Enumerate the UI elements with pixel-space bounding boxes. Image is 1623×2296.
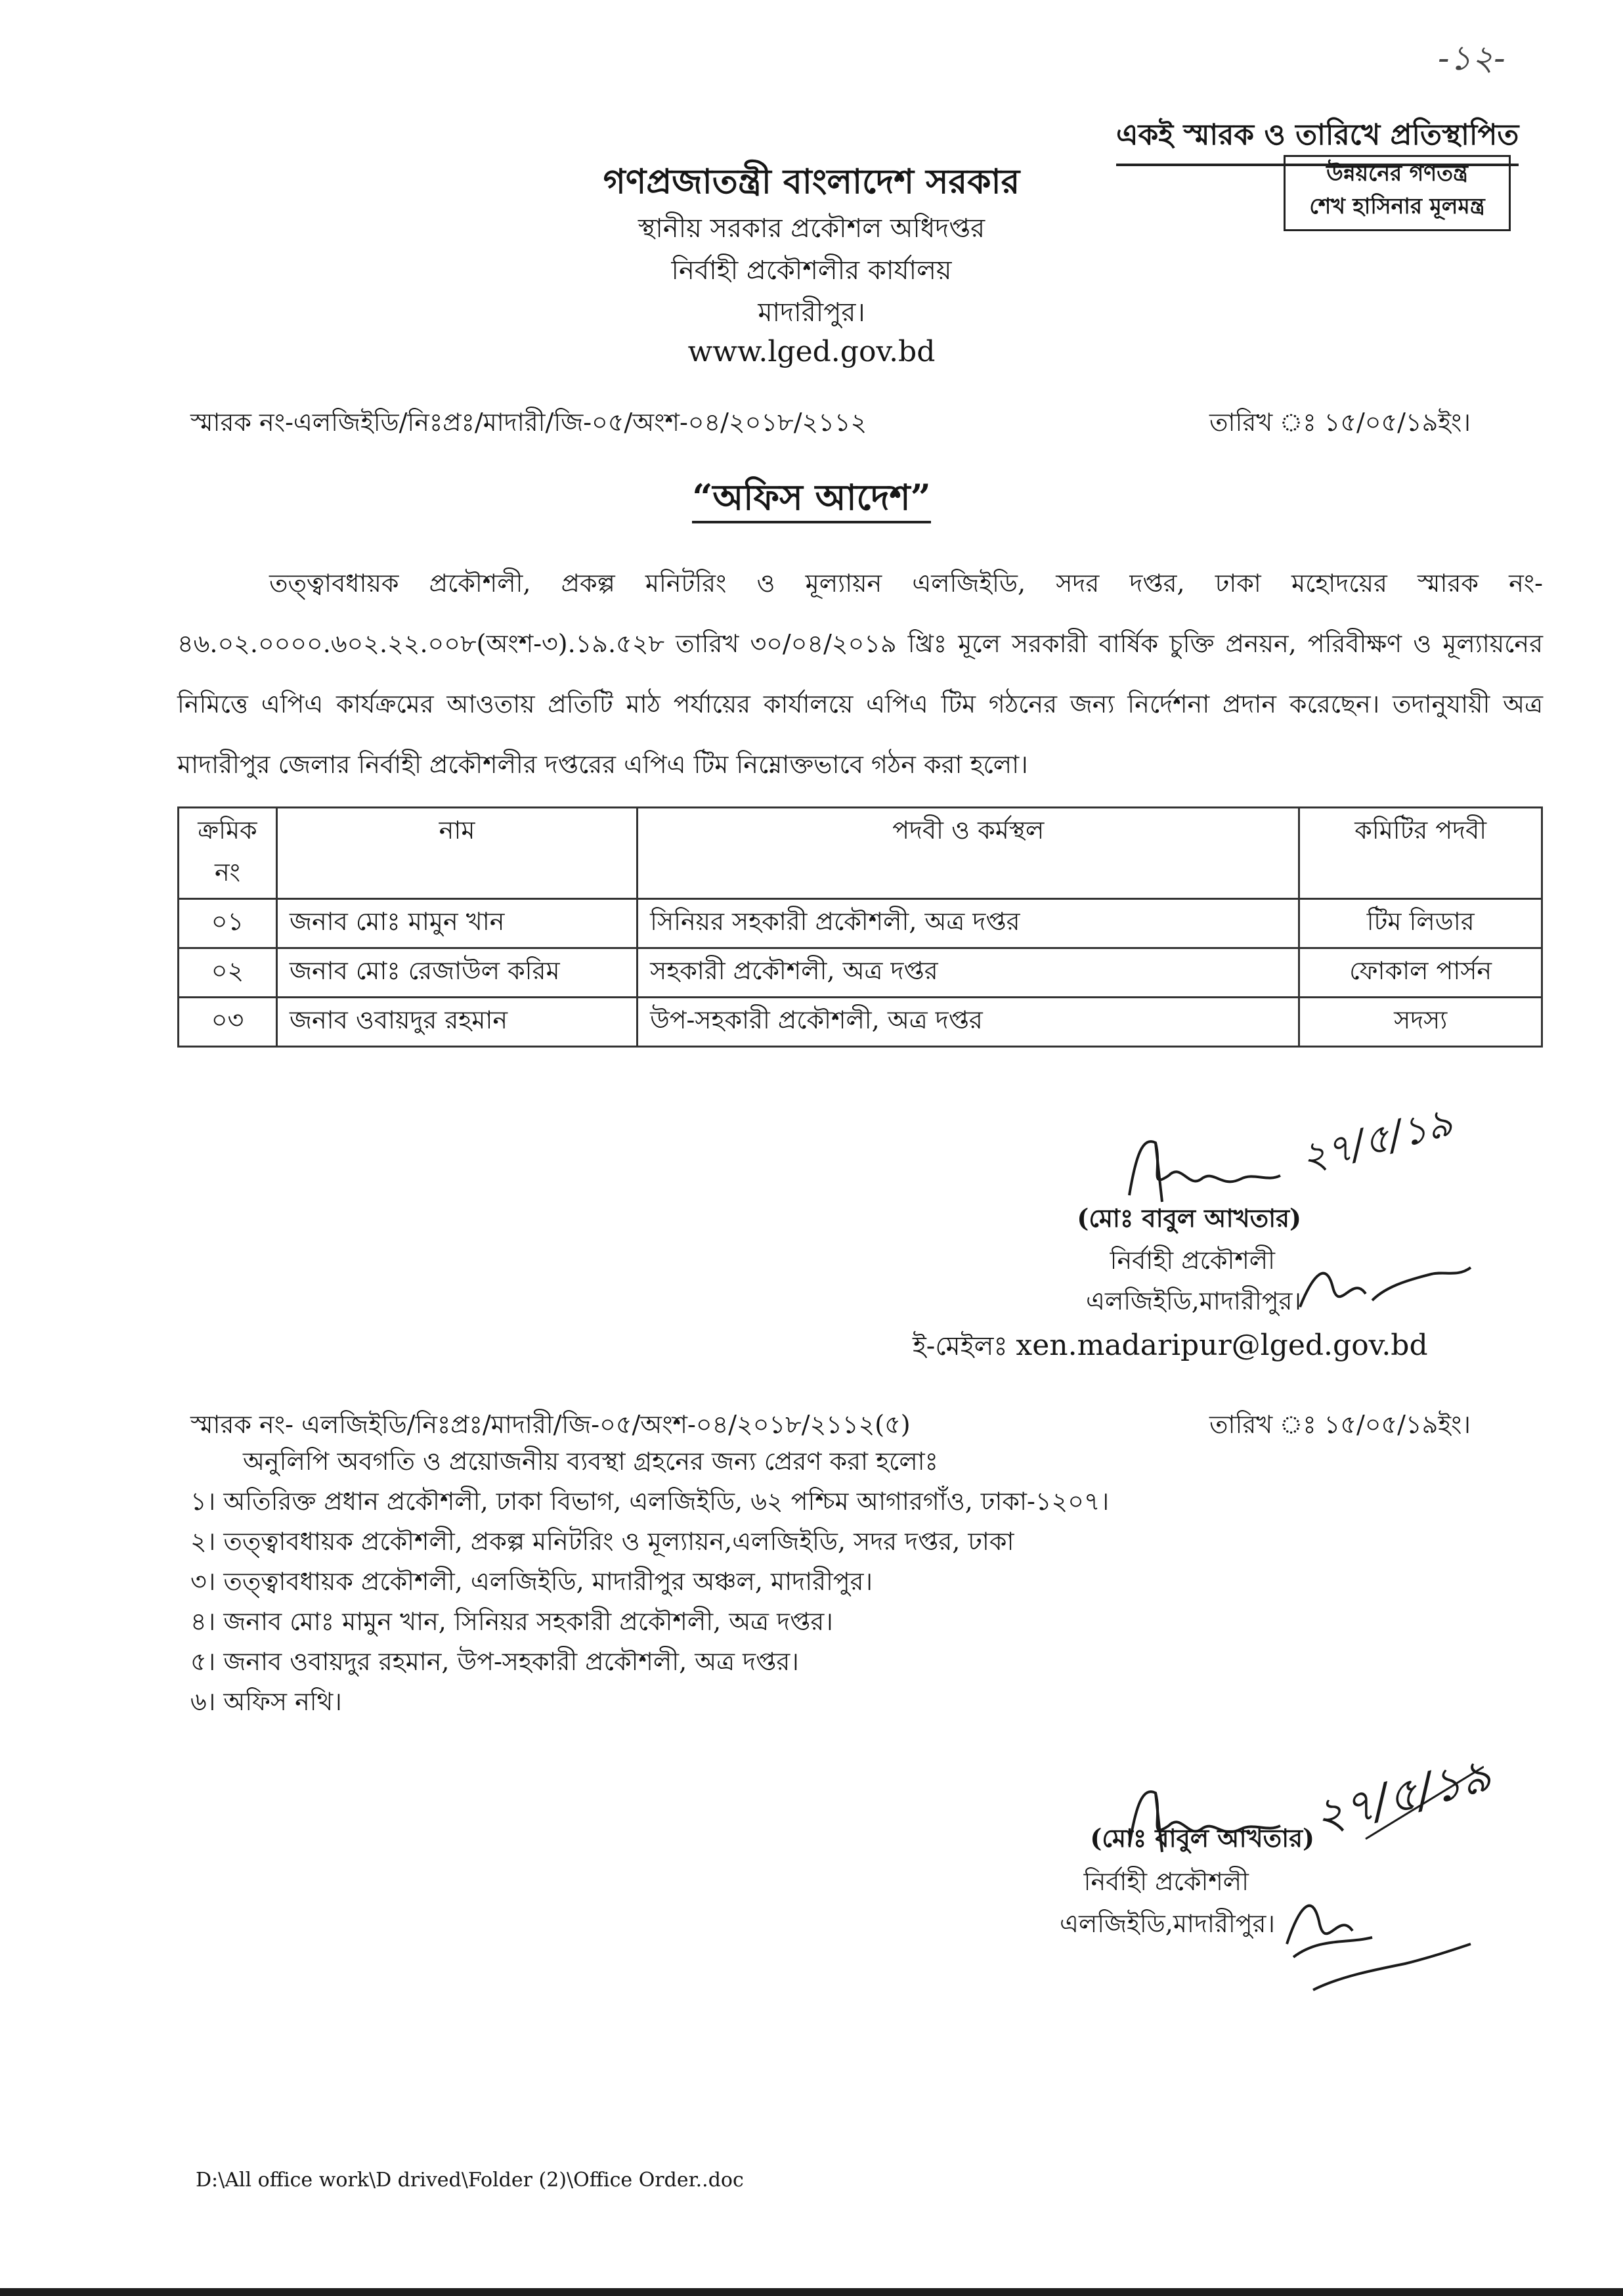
government-title: গণপ্রজাতন্ত্রী বাংলাদেশ সরকার (603, 162, 1020, 202)
row-serial: ০১ (179, 899, 277, 948)
row-serial: ০৩ (179, 998, 277, 1047)
body-paragraph: তত্ত্বাবধায়ক প্রকৌশলী, প্রকল্প মনিটরিং ও মূল্যায়ন এলজিইডি, সদর দপ্তর, ঢাকা মহোদয়ের স্মারক নং- ৪৬.০২.০০০০.৬০২.২২.০০৮(অংশ-৩).১৯.৫২৮ তারিখ ৩০/০৪/২০১৯ খ্রিঃ মূলে সরকারী বার্ষিক চুক্তি প্রনয়ন, পরিবীক্ষণ ও মূল্যায়নের নিমিত্তে এপিএ কার্যক্রমের আওতায় প্রতিটি মাঠ পর্যায়ের কার্যালয়ে এপিএ টিম গঠনের জন্য নির্দেশনা প্রদান করেছেন। তদানুযায়ী অত্র মাদারীপুর জেলার নির্বাহী প্রকৌশলীর দপ্তরের এপিএ টিম নিম্নোক্তভাবে গঠন করা হলো। (177, 569, 1543, 779)
row-name: জনাব মোঃ মামুন খান (276, 899, 637, 948)
department-name: স্থানীয় সরকার প্রকৌশল অধিদপ্তর (638, 213, 985, 244)
signatory-name-2: (মোঃ বাবুল আখতার) (1090, 1823, 1314, 1853)
list-item: ৪। জনাব মোঃ মামুন খান, সিনিয়র সহকারী প্রকৌশলী, অত্র দপ্তর। (190, 1607, 833, 1636)
team-table (177, 806, 1543, 1048)
handwritten-date-2: ২৭/৫/১৯ (1309, 1748, 1497, 1844)
row-designation: উপ-সহকারী প্রকৌশলী, অত্র দপ্তর (638, 998, 1299, 1047)
row-name: জনাব মোঃ রেজাউল করিম (276, 948, 637, 998)
list-item: ৬। অফিস নথি। (190, 1687, 342, 1716)
copy-recipients-list (190, 1482, 1109, 1722)
initial-scribble-1 (1287, 1248, 1484, 1333)
copy-memo-date: তারিখ ঃ ১৫/০৫/১৯ইং। (1209, 1410, 1471, 1439)
row-name: জনাব ওবায়দুর রহমান (276, 998, 637, 1047)
order-title-wrap (0, 470, 1623, 529)
header-serial (179, 808, 277, 899)
email-line-1 (913, 1325, 1428, 1369)
office-location: মাদারীপুর। (758, 298, 865, 328)
list-item: ৩। তত্ত্বাবধায়ক প্রকৌশলী, এলজিইডি, মাদারীপুর অঞ্চল, মাদারীপুর। (190, 1567, 873, 1596)
signatory-name-1: (মোঃ বাবুল আখতার) (1077, 1203, 1301, 1233)
slogan-line-1: উন্নয়নের গণতন্ত্র (1326, 160, 1468, 186)
page-number: -১২- (1438, 39, 1505, 78)
header-name: নাম (276, 808, 637, 899)
table-row (179, 948, 1542, 998)
row-serial: ০২ (179, 948, 277, 998)
list-item: ১। অতিরিক্ত প্রধান প্রকৌশলী, ঢাকা বিভাগ, এলজিইডি, ৬২ পশ্চিম আগারগাঁও, ঢাকা-১২০৭। (190, 1487, 1110, 1516)
order-title: “অফিস আদেশ” (692, 476, 930, 523)
memo-date: তারিখ ঃ ১৫/০৫/১৯ইং। (1209, 408, 1471, 437)
memo-number: স্মারক নং-এলজিইডি/নিঃপ্রঃ/মাদারী/জি-০৫/অংশ-০৪/২০১৮/২১১২ (190, 408, 867, 437)
office-name: নির্বাহী প্রকৌশলীর কার্যালয় (671, 255, 952, 286)
handwritten-date-1: ২৭/৫/১৯ (1296, 1099, 1458, 1181)
email-label: ই-মেইলঃ (913, 1331, 1008, 1361)
memo-row (190, 403, 1471, 445)
header-serial-line-1: ক্রমিক (198, 816, 257, 845)
website: www.lged.gov.bd (687, 335, 936, 368)
header-committee-role: কমিটির পদবী (1299, 808, 1542, 899)
table-header-row (179, 808, 1542, 899)
header-designation: পদবী ও কর্মস্থল (638, 808, 1299, 899)
file-path: D:\All office work\D drived\Folder (2)\Office Order..doc (196, 2169, 744, 2192)
slogan-line-2: শেখ হাসিনার মূলমন্ত্র (1309, 193, 1485, 219)
signatory-office-1: এলজিইডি,মাদারীপুর। (1086, 1287, 1301, 1315)
row-committee-role: সদস্য (1299, 998, 1542, 1047)
copy-memo-number: স্মারক নং- এলজিইডি/নিঃপ্রঃ/মাদারী/জি-০৫/অংশ-০৪/২০১৮/২১১২(৫) (190, 1410, 911, 1439)
signatory-designation-1: নির্বাহী প্রকৌশলী (1110, 1246, 1275, 1275)
copy-memo-row (190, 1405, 1471, 1447)
signature-2-name (1090, 1819, 1314, 1861)
row-committee-role: ফোকাল পার্সন (1299, 948, 1542, 998)
header-serial-line-2: নং (214, 858, 240, 887)
row-committee-role: টিম লিডার (1299, 899, 1542, 948)
email-address: xen.madaripur@lged.gov.bd (1016, 1329, 1428, 1362)
list-item: ৫। জনাব ওবায়দুর রহমান, উপ-সহকারী প্রকৌশলী, অত্র দপ্তর। (190, 1647, 799, 1676)
table-row (179, 998, 1542, 1047)
scan-edge-band (0, 2288, 1623, 2296)
replaced-note: একই স্মারক ও তারিখে প্রতিস্থাপিত (1116, 113, 1519, 166)
table-row (179, 899, 1542, 948)
signature-1-name (1077, 1199, 1301, 1241)
list-item: ২। তত্ত্বাবধায়ক প্রকৌশলী, প্রকল্প মনিটরিং ও মূল্যায়ন,এলজিইডি, সদর দপ্তর, ঢাকা (190, 1527, 1014, 1556)
initial-scribble-2 (1274, 1878, 1484, 2003)
row-designation: সিনিয়র সহকারী প্রকৌশলী, অত্র দপ্তর (638, 899, 1299, 948)
copy-intro: অনুলিপি অবগতি ও প্রয়োজনীয় ব্যবস্থা গ্রহনের জন্য প্রেরণ করা হলোঃ (243, 1447, 938, 1476)
signatory-designation-2: নির্বাহী প্রকৌশলী (1083, 1867, 1249, 1896)
signatory-office-2: এলজিইডি,মাদারীপুর। (1060, 1909, 1275, 1938)
row-designation: সহকারী প্রকৌশলী, অত্র দপ্তর (638, 948, 1299, 998)
